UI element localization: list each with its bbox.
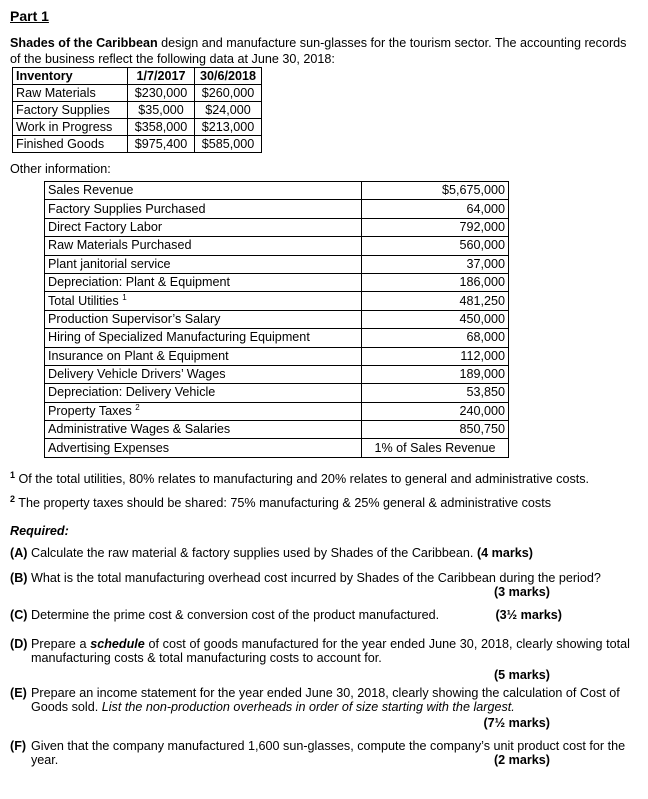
question-marks: (2 marks) (493, 753, 550, 767)
table-row (45, 402, 509, 420)
question-label: (C) (10, 608, 28, 622)
question-emphasis: schedule (90, 637, 145, 651)
info-value: 189,000 (362, 365, 509, 383)
info-value: 53,850 (362, 384, 509, 402)
inventory-cell: $35,000 (128, 102, 195, 119)
footnote-1: $^1$ Of the total utilities, 80% relates to manufacturing and 20% relates to general and administrative costs. (10, 469, 590, 486)
question-marks: (3½ marks) (495, 608, 562, 622)
inventory-table (12, 67, 262, 153)
footnote-2: $^2$ The property taxes should be shared: 75% manufacturing & 25% general & administrative costs (10, 493, 552, 510)
question-instruction: List the non-production overheads in order of size starting with the largest. (101, 700, 515, 714)
table-row (45, 273, 509, 291)
table-row (45, 347, 509, 365)
table-row (45, 182, 509, 200)
footnote-marker: 1 (122, 292, 127, 302)
inventory-cell: $975,400 (128, 136, 195, 153)
question-text: Given that the company manufactured 1,600 sun-glasses, compute the company’s unit product cost for the year. (31, 739, 626, 767)
table-row (45, 365, 509, 383)
intro-text: design and manufacture sun-glasses for the tourism sector. The accounting records of the business reflect the following data at June 30, 2018: (10, 36, 627, 66)
question-f (10, 739, 630, 769)
question-label: (D) (10, 637, 28, 651)
info-value: 560,000 (362, 237, 509, 255)
info-value: $5,675,000 (362, 182, 509, 200)
inventory-header-end: 30/6/2018 (195, 68, 262, 85)
info-label: Production Supervisor’s Salary (45, 310, 362, 328)
table-row (13, 136, 262, 153)
part-title: Part 1 (10, 8, 49, 24)
table-row (45, 200, 509, 218)
question-marks: (5 marks) (493, 668, 550, 682)
table-row (45, 292, 509, 310)
question-label: (F) (10, 739, 27, 753)
question-text: What is the total manufacturing overhead cost incurred by Shades of the Caribbean during the period? (31, 571, 601, 585)
table-row (45, 237, 509, 255)
table-row (45, 439, 509, 457)
question-label: (E) (10, 686, 27, 700)
inventory-cell: $260,000 (195, 85, 262, 102)
inventory-cell: $358,000 (128, 119, 195, 136)
info-label: Total Utilities $^1$ (45, 292, 362, 310)
table-row (45, 384, 509, 402)
info-label: Sales Revenue (45, 182, 362, 200)
info-value: 481,250 (362, 292, 509, 310)
info-value: 64,000 (362, 200, 509, 218)
info-label: Delivery Vehicle Drivers’ Wages (45, 365, 362, 383)
info-value: 186,000 (362, 273, 509, 291)
table-row (13, 119, 262, 136)
question-text: Prepare an income statement for the year ended June 30, 2018, clearly showing the calculation of Cost of Goods sold. (31, 686, 620, 714)
question-e (10, 686, 630, 730)
inventory-cell: Raw Materials (13, 85, 128, 102)
info-label: Advertising Expenses (45, 439, 362, 457)
inventory-cell: $585,000 (195, 136, 262, 153)
info-label: Property Taxes $^2$ (45, 402, 362, 420)
info-value: 112,000 (362, 347, 509, 365)
inventory-cell: Finished Goods (13, 136, 128, 153)
info-label: Direct Factory Labor (45, 218, 362, 236)
question-marks: (3 marks) (493, 585, 550, 599)
info-label: Insurance on Plant & Equipment (45, 347, 362, 365)
other-information-label: Other information: (10, 162, 111, 176)
question-text: Determine the prime cost & conversion cost of the product manufactured. (31, 608, 440, 622)
inventory-header-start: 1/7/2017 (128, 68, 195, 85)
question-marks: (7½ marks) (483, 716, 550, 730)
inventory-header-row (13, 68, 262, 85)
question-text: Prepare a (31, 637, 91, 651)
info-value: 37,000 (362, 255, 509, 273)
table-row (45, 310, 509, 328)
question-a (10, 546, 630, 560)
question-marks: (4 marks) (476, 546, 533, 560)
info-label: Factory Supplies Purchased (45, 200, 362, 218)
info-value: 68,000 (362, 329, 509, 347)
table-row (45, 218, 509, 236)
table-row (45, 421, 509, 439)
info-value: 450,000 (362, 310, 509, 328)
info-label: Administrative Wages & Salaries (45, 421, 362, 439)
required-heading: Required: (10, 524, 69, 538)
other-information-table (44, 181, 509, 458)
info-value: 1% of Sales Revenue (362, 439, 509, 457)
info-label: Depreciation: Plant & Equipment (45, 273, 362, 291)
footnote-marker: 2 (135, 402, 140, 412)
inventory-cell: $230,000 (128, 85, 195, 102)
question-label: (A) (10, 546, 28, 560)
question-d (10, 637, 630, 681)
inventory-cell: $213,000 (195, 119, 262, 136)
question-label: (B) (10, 571, 28, 585)
inventory-cell: Factory Supplies (13, 102, 128, 119)
intro-paragraph (10, 35, 635, 67)
question-text: of cost of goods manufactured for the year ended June 30, 2018, clearly showing total manufacturing costs & total manufacturing costs to account for. (31, 637, 630, 665)
inventory-header-label: Inventory (13, 68, 128, 85)
question-c (10, 608, 630, 622)
inventory-cell: Work in Progress (13, 119, 128, 136)
table-row (13, 85, 262, 102)
question-b (10, 571, 630, 601)
info-label: Depreciation: Delivery Vehicle (45, 384, 362, 402)
table-row (45, 255, 509, 273)
inventory-cell: $24,000 (195, 102, 262, 119)
table-row (45, 329, 509, 347)
info-value: 850,750 (362, 421, 509, 439)
table-row (13, 102, 262, 119)
question-text: Calculate the raw material & factory supplies used by Shades of the Caribbean. (31, 546, 477, 560)
info-label: Plant janitorial service (45, 255, 362, 273)
info-label: Hiring of Specialized Manufacturing Equipment (45, 329, 362, 347)
info-value: 792,000 (362, 218, 509, 236)
company-name: Shades of the Caribbean (10, 36, 158, 50)
info-label: Raw Materials Purchased (45, 237, 362, 255)
info-value: 240,000 (362, 402, 509, 420)
